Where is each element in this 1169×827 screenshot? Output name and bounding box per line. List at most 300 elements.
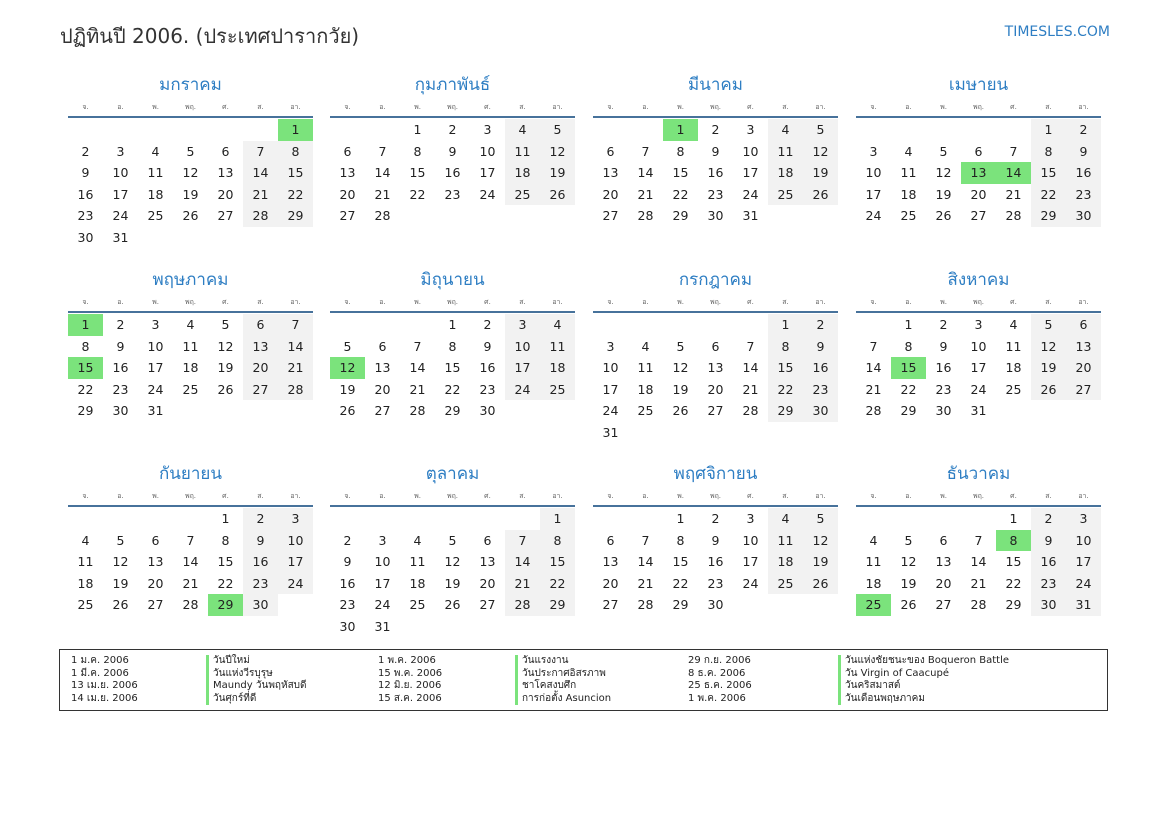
weekday-label: จ. (607, 103, 614, 111)
day-cell: 12 (540, 141, 575, 163)
empty-cell (138, 508, 173, 530)
day-cell: 14 (742, 360, 759, 376)
empty-cell (278, 227, 313, 249)
day-cell: 14 (637, 554, 654, 570)
day-cell: 12 (1031, 336, 1066, 358)
day-cell: 29 (540, 594, 575, 616)
day-cell: 15 (672, 165, 689, 181)
weekday-label: จ. (607, 298, 614, 306)
empty-cell (68, 119, 103, 141)
weekday-header (68, 100, 313, 118)
day-cell: 22 (1031, 184, 1066, 206)
day-cell: 8 (278, 141, 313, 163)
month-name: กันยายน (158, 464, 222, 484)
empty-cell (208, 227, 243, 249)
day-cell: 2 (448, 122, 457, 137)
site-brand-link[interactable]: TIMESLES.COM (1004, 24, 1110, 40)
day-cell: 30 (243, 594, 278, 616)
day-cell: 9 (448, 143, 457, 159)
weekday-label: พฤ. (972, 103, 985, 111)
day-cell: 2 (343, 532, 352, 548)
day-cell: 24 (278, 573, 313, 595)
day-cell: 17 (865, 186, 882, 202)
day-cell: 26 (540, 184, 575, 206)
day-cell: 17 (742, 165, 759, 181)
weekday-label: อ. (379, 298, 386, 306)
day-cell: 30 (77, 229, 94, 245)
day-cell: 8 (1031, 141, 1066, 163)
day-cell: 20 (147, 575, 164, 591)
day-cell: 13 (243, 336, 278, 358)
empty-cell (768, 422, 803, 444)
day-cell: 9 (939, 338, 948, 354)
day-cell: 13 (602, 165, 619, 181)
day-cell: 10 (742, 143, 759, 159)
day-cell: 1 (448, 317, 457, 332)
day-cell: 17 (374, 575, 391, 591)
day-cell: 9 (711, 143, 720, 159)
day-cell: 17 (147, 360, 164, 376)
day-cell: 31 (970, 403, 987, 419)
day-cell: 13 (374, 360, 391, 376)
weekday-label: ศ. (1010, 492, 1017, 500)
weekday-label: พ. (414, 103, 421, 111)
day-cell: 21 (505, 573, 540, 595)
day-cell: 11 (637, 360, 654, 376)
holiday-list (59, 649, 1108, 711)
day-cell: 5 (803, 508, 838, 530)
weekday-label: อา. (552, 492, 563, 500)
day-cell: 29 (444, 403, 461, 419)
day-cell: 3 (606, 338, 615, 354)
day-cell: 6 (1066, 314, 1101, 336)
day-cell: 4 (540, 314, 575, 336)
day-cell: 25 (1005, 381, 1022, 397)
day-cell: 3 (151, 317, 160, 332)
day-cell: 26 (112, 597, 129, 613)
empty-cell (505, 508, 540, 530)
day-cell: 30 (707, 597, 724, 613)
day-cell: 6 (243, 314, 278, 336)
day-cell: 24 (602, 403, 619, 419)
day-cell: 26 (900, 597, 917, 613)
day-cell: 1 (904, 317, 913, 332)
day-cell: 22 (900, 381, 917, 397)
holiday-day-cell: 25 (856, 594, 891, 616)
day-cell: 29 (900, 403, 917, 419)
weekday-header (593, 489, 838, 507)
day-cell: 28 (182, 597, 199, 613)
day-cell: 18 (182, 360, 199, 376)
day-cell: 21 (243, 184, 278, 206)
day-cell: 14 (970, 554, 987, 570)
month-name: พฤษภาคม (152, 270, 229, 290)
day-cell: 14 (278, 336, 313, 358)
day-cell: 12 (112, 554, 129, 570)
empty-cell (996, 119, 1031, 141)
empty-cell (803, 205, 838, 227)
month-name: ธันวาคม (946, 464, 1011, 484)
day-cell: 18 (1005, 360, 1022, 376)
empty-cell (540, 400, 575, 422)
day-cell: 1 (540, 508, 575, 530)
weekday-label: จ. (82, 298, 89, 306)
day-cell: 17 (278, 551, 313, 573)
day-cell: 24 (970, 381, 987, 397)
day-cell: 6 (939, 532, 948, 548)
day-cell: 13 (935, 554, 952, 570)
day-cell: 4 (768, 508, 803, 530)
weekday-label: ศ. (747, 103, 754, 111)
day-cell: 4 (81, 532, 90, 548)
empty-cell (698, 422, 733, 444)
day-cell: 21 (1005, 186, 1022, 202)
day-cell: 28 (865, 403, 882, 419)
holiday-day-cell: 1 (68, 314, 103, 336)
holiday-date: 25 ธ.ค. 2006 (688, 680, 752, 691)
month-name: กุมภาพันธ์ (414, 75, 491, 95)
day-cell: 9 (343, 554, 352, 570)
day-cell: 31 (742, 208, 759, 224)
day-cell: 27 (970, 208, 987, 224)
weekday-label: อา. (290, 103, 301, 111)
weekday-label: จ. (82, 492, 89, 500)
day-cell: 4 (768, 119, 803, 141)
month-calendar (68, 70, 313, 249)
day-cell: 20 (935, 575, 952, 591)
weekday-label: ศ. (747, 298, 754, 306)
holiday-day-cell: 15 (68, 357, 103, 379)
day-cell: 2 (1031, 508, 1066, 530)
day-cell: 15 (672, 554, 689, 570)
weekday-label: อา. (1078, 298, 1089, 306)
empty-cell (505, 205, 540, 227)
day-cell: 5 (803, 119, 838, 141)
day-cell: 28 (243, 205, 278, 227)
weekday-label: อา. (290, 298, 301, 306)
day-cell: 27 (602, 597, 619, 613)
day-cell: 18 (768, 551, 803, 573)
empty-cell (856, 119, 891, 141)
day-cell: 18 (637, 381, 654, 397)
day-cell: 19 (182, 186, 199, 202)
empty-cell (330, 119, 365, 141)
day-cell: 31 (374, 618, 391, 634)
day-cell: 25 (768, 184, 803, 206)
empty-cell (926, 508, 961, 530)
day-cell: 30 (339, 618, 356, 634)
empty-cell (435, 508, 470, 530)
day-cell: 17 (505, 357, 540, 379)
empty-cell (1031, 400, 1066, 422)
day-cell: 18 (768, 162, 803, 184)
day-grid (330, 314, 575, 422)
day-cell: 9 (803, 336, 838, 358)
holiday-date: 15 ส.ค. 2006 (378, 692, 442, 704)
day-cell: 16 (112, 360, 129, 376)
day-cell: 30 (803, 400, 838, 422)
day-cell: 3 (116, 143, 125, 159)
empty-cell (400, 508, 435, 530)
holiday-name: การก่อตั้ง Asuncion (515, 693, 611, 706)
day-cell: 12 (217, 338, 234, 354)
day-cell: 6 (606, 143, 615, 159)
month-calendar (856, 70, 1101, 227)
day-cell: 6 (483, 532, 492, 548)
holiday-name: Maundy วันพฤหัสบดี (206, 680, 307, 693)
day-cell: 14 (374, 165, 391, 181)
day-cell: 19 (803, 551, 838, 573)
holiday-name: วันประกาศอิสรภาพ (515, 668, 606, 681)
day-cell: 16 (444, 165, 461, 181)
day-cell: 19 (217, 360, 234, 376)
weekday-label: ส. (1045, 103, 1052, 111)
weekday-header (68, 295, 313, 313)
day-grid (68, 508, 313, 616)
weekday-label: ศ. (747, 492, 754, 500)
holiday-name: วันเดือนพฤษภาคม (838, 693, 925, 706)
day-grid (593, 119, 838, 227)
weekday-label: อา. (815, 298, 826, 306)
holiday-name: วันปีใหม่ (206, 655, 250, 668)
day-cell: 4 (186, 317, 195, 332)
month-calendar (330, 459, 575, 638)
empty-cell (365, 508, 400, 530)
day-cell: 22 (409, 186, 426, 202)
day-cell: 11 (540, 336, 575, 358)
weekday-label: พ. (414, 298, 421, 306)
weekday-label: อา. (1078, 492, 1089, 500)
day-cell: 30 (935, 403, 952, 419)
day-cell: 24 (374, 597, 391, 613)
day-cell: 7 (869, 338, 878, 354)
day-cell: 10 (505, 336, 540, 358)
day-cell: 19 (672, 381, 689, 397)
day-cell: 20 (707, 381, 724, 397)
empty-cell (733, 422, 768, 444)
weekday-header (856, 489, 1101, 507)
day-cell: 1 (1009, 511, 1018, 526)
weekday-label: พฤ. (446, 103, 459, 111)
day-cell: 3 (974, 317, 983, 332)
weekday-header (856, 295, 1101, 313)
day-cell: 11 (182, 338, 199, 354)
day-cell: 12 (182, 165, 199, 181)
day-cell: 22 (77, 381, 94, 397)
holiday-name: วันแห่งวีรบุรุษ (206, 668, 273, 681)
day-cell: 22 (444, 381, 461, 397)
weekday-label: ส. (519, 298, 526, 306)
day-cell: 23 (479, 381, 496, 397)
day-cell: 13 (147, 554, 164, 570)
day-cell: 15 (768, 357, 803, 379)
day-cell: 3 (483, 122, 492, 137)
empty-cell (733, 594, 768, 616)
day-cell: 10 (970, 338, 987, 354)
day-cell: 18 (540, 357, 575, 379)
day-cell: 12 (803, 141, 838, 163)
day-cell: 7 (278, 314, 313, 336)
day-cell: 23 (243, 573, 278, 595)
month-calendar (593, 70, 838, 227)
day-cell: 2 (803, 314, 838, 336)
weekday-label: พ. (152, 103, 159, 111)
day-cell: 27 (707, 403, 724, 419)
day-cell: 1 (676, 511, 685, 526)
day-cell: 23 (339, 597, 356, 613)
holiday-day-cell: 12 (330, 357, 365, 379)
day-cell: 23 (803, 379, 838, 401)
day-cell: 28 (970, 597, 987, 613)
day-cell: 13 (339, 165, 356, 181)
empty-cell (996, 400, 1031, 422)
weekday-label: อ. (905, 298, 912, 306)
weekday-header (68, 489, 313, 507)
weekday-label: จ. (344, 298, 351, 306)
day-cell: 23 (1066, 184, 1101, 206)
empty-cell (540, 205, 575, 227)
empty-cell (505, 616, 540, 638)
weekday-label: ส. (782, 103, 789, 111)
empty-cell (278, 594, 313, 616)
empty-cell (243, 400, 278, 422)
day-cell: 23 (444, 186, 461, 202)
weekday-label: พ. (677, 298, 684, 306)
day-cell: 24 (1066, 573, 1101, 595)
day-cell: 14 (182, 554, 199, 570)
holiday-date: 8 ธ.ค. 2006 (688, 667, 746, 679)
day-cell: 28 (1005, 208, 1022, 224)
empty-cell (733, 314, 768, 336)
day-cell: 3 (746, 122, 755, 137)
weekday-label: จ. (607, 492, 614, 500)
weekday-label: อ. (117, 492, 124, 500)
day-cell: 18 (409, 575, 426, 591)
empty-cell (856, 508, 891, 530)
weekday-header (593, 100, 838, 118)
day-grid (856, 508, 1101, 616)
holiday-name: ชาโคสงบศึก (515, 680, 576, 693)
day-cell: 12 (672, 360, 689, 376)
empty-cell (768, 205, 803, 227)
empty-cell (103, 119, 138, 141)
weekday-label: พฤ. (709, 103, 722, 111)
weekday-label: ส. (782, 298, 789, 306)
day-cell: 17 (112, 186, 129, 202)
empty-cell (593, 508, 628, 530)
weekday-label: อา. (290, 492, 301, 500)
day-cell: 2 (711, 122, 720, 137)
weekday-label: พฤ. (972, 298, 985, 306)
day-cell: 6 (151, 532, 160, 548)
day-cell: 25 (768, 573, 803, 595)
holiday-date: 1 พ.ค. 2006 (688, 692, 746, 704)
day-cell: 6 (974, 143, 983, 159)
holiday-date: 14 เม.ย. 2006 (71, 692, 138, 704)
day-cell: 5 (221, 317, 230, 332)
day-cell: 5 (116, 532, 125, 548)
day-cell: 3 (746, 511, 755, 526)
day-cell: 17 (970, 360, 987, 376)
holiday-date: 15 พ.ค. 2006 (378, 667, 443, 679)
empty-cell (400, 616, 435, 638)
weekday-label: ศ. (222, 103, 229, 111)
weekday-label: พฤ. (184, 103, 197, 111)
day-cell: 10 (865, 165, 882, 181)
holiday-name: วันแรงงาน (515, 655, 568, 668)
day-cell: 3 (869, 143, 878, 159)
weekday-label: อา. (1078, 103, 1089, 111)
day-cell: 28 (637, 597, 654, 613)
weekday-label: ศ. (222, 298, 229, 306)
day-cell: 27 (935, 597, 952, 613)
weekday-label: อ. (642, 492, 649, 500)
weekday-label: อา. (552, 298, 563, 306)
holiday-date: 12 มิ.ย. 2006 (378, 680, 442, 691)
day-cell: 4 (1009, 317, 1018, 332)
empty-cell (628, 119, 663, 141)
weekday-label: จ. (82, 103, 89, 111)
day-cell: 29 (1005, 597, 1022, 613)
weekday-label: อา. (552, 103, 563, 111)
weekday-label: ส. (519, 103, 526, 111)
day-cell: 11 (768, 530, 803, 552)
day-cell: 11 (865, 554, 882, 570)
day-cell: 14 (505, 551, 540, 573)
day-cell: 21 (742, 381, 759, 397)
empty-cell (768, 594, 803, 616)
day-cell: 21 (637, 186, 654, 202)
month-name: มีนาคม (688, 75, 743, 95)
day-cell: 16 (1066, 162, 1101, 184)
empty-cell (698, 314, 733, 336)
day-cell: 9 (711, 532, 720, 548)
weekday-label: ศ. (1010, 298, 1017, 306)
empty-cell (470, 205, 505, 227)
day-cell: 20 (339, 186, 356, 202)
weekday-label: อ. (642, 103, 649, 111)
weekday-header (856, 100, 1101, 118)
empty-cell (400, 314, 435, 336)
day-cell: 8 (413, 143, 422, 159)
day-cell: 10 (602, 360, 619, 376)
weekday-label: อ. (905, 492, 912, 500)
day-cell: 23 (707, 575, 724, 591)
day-cell: 21 (374, 186, 391, 202)
weekday-label: พ. (940, 298, 947, 306)
day-cell: 10 (112, 165, 129, 181)
weekday-header (330, 100, 575, 118)
day-cell: 14 (865, 360, 882, 376)
month-calendar (856, 459, 1101, 616)
weekday-label: อ. (117, 103, 124, 111)
day-cell: 16 (1031, 551, 1066, 573)
day-cell: 16 (77, 186, 94, 202)
empty-cell (400, 205, 435, 227)
day-cell: 16 (803, 357, 838, 379)
day-cell: 24 (505, 379, 540, 401)
month-name: กรกฎาคม (678, 270, 753, 290)
empty-cell (593, 119, 628, 141)
empty-cell (891, 508, 926, 530)
weekday-label: จ. (344, 103, 351, 111)
day-cell: 7 (974, 532, 983, 548)
day-cell: 31 (112, 229, 129, 245)
day-cell: 19 (339, 381, 356, 397)
empty-cell (803, 594, 838, 616)
weekday-label: จ. (870, 492, 877, 500)
day-cell: 9 (116, 338, 125, 354)
